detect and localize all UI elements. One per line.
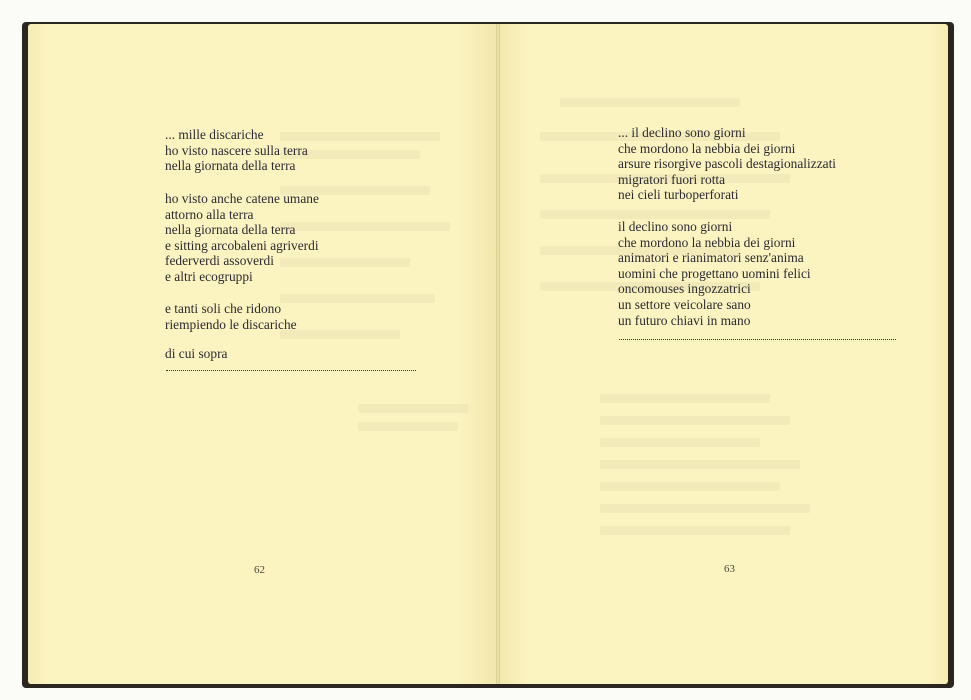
verse-line: animatori e rianimatori senz'anima <box>618 250 804 266</box>
show-through-line <box>358 422 458 431</box>
verse-line: e sitting arcobaleni agriverdi <box>165 237 319 253</box>
verse-line: ... il declino sono giorni <box>618 125 746 140</box>
verse-line: un futuro chiavi in mano <box>618 312 751 328</box>
stanza-4 <box>165 346 227 362</box>
verse-line: il declino sono giorni <box>618 219 733 234</box>
verse-line: nella giornata della terra <box>165 222 296 238</box>
stanza-1 <box>618 125 836 203</box>
verse-line: ... mille discariche <box>165 127 264 142</box>
verse-line: nei cieli turboperforati <box>618 187 739 203</box>
show-through-line <box>280 294 435 303</box>
verse-line: arsure risorgive pascoli destagionalizzati <box>618 156 837 172</box>
verse-line: migratori fuori rotta <box>618 171 726 187</box>
left-page <box>28 24 496 684</box>
verse-line: di cui sopra <box>165 346 228 361</box>
verse-line: ho visto anche catene umane <box>165 191 319 206</box>
verse-line: che mordono la nebbia dei giorni <box>618 234 796 250</box>
verse-line: federverdi assoverdi <box>165 253 274 269</box>
right-page <box>500 24 948 684</box>
show-through-line <box>358 404 468 413</box>
stanza-3 <box>165 301 297 332</box>
verse-line: ho visto nascere sulla terra <box>165 142 308 158</box>
show-through-line <box>280 330 400 339</box>
verse-line: riempiendo le discariche <box>165 316 297 332</box>
verse-line: e tanti soli che ridono <box>165 301 282 316</box>
page-number: 63 <box>724 563 735 575</box>
show-through-line <box>600 504 810 513</box>
show-through-line <box>600 394 770 403</box>
verse-line: un settore veicolare sano <box>618 296 751 312</box>
show-through-line <box>600 460 800 469</box>
verse-line: attorno alla terra <box>165 206 254 222</box>
show-through-line <box>600 438 760 447</box>
verse-line: che mordono la nebbia dei giorni <box>618 140 796 156</box>
stanza-2 <box>618 219 811 328</box>
show-through-line <box>600 526 790 535</box>
stanza-1 <box>165 127 308 174</box>
stanza-2 <box>165 191 319 285</box>
show-through-line <box>540 210 770 219</box>
verse-line: uomini che progettano uomini felici <box>618 265 811 281</box>
verse-line: e altri ecogruppi <box>165 268 253 284</box>
show-through-line <box>560 98 740 107</box>
verse-line: nella giornata della terra <box>165 158 296 174</box>
dotted-rule <box>619 339 896 340</box>
open-book <box>22 22 954 688</box>
show-through-line <box>600 416 790 425</box>
page-number: 62 <box>254 564 265 576</box>
dotted-rule <box>166 370 416 371</box>
verse-line: oncomouses ingozzatrici <box>618 281 751 297</box>
show-through-line <box>600 482 780 491</box>
